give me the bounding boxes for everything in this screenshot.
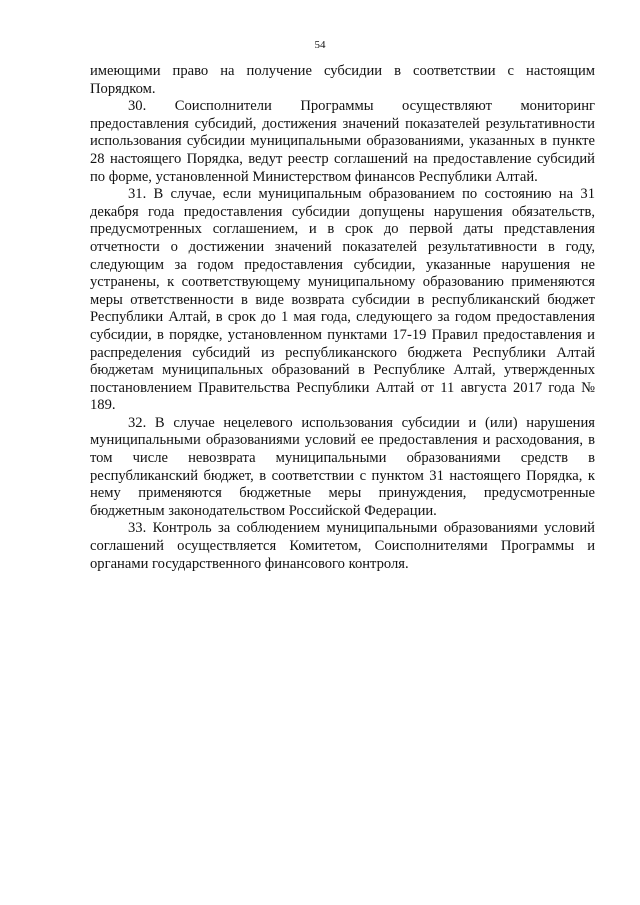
paragraph-30: 30. Соисполнители Программы осуществляют мониторинг предоставления субсидий, достижения значений показателей результативности использования субсидии муниципальными образованиями, указанных в пункте 28 настоящего Порядка, ведут реестр соглашений на предоставление субсидий по форме, установленной Министерством финансов Республики Алтай.: [90, 98, 595, 185]
paragraph-continuation: имеющими право на получение субсидии в соответствии с настоящим Порядком.: [90, 63, 595, 97]
page-number: 54: [314, 39, 326, 51]
paragraph-31: 31. В случае, если муниципальным образованием по состоянию на 31 декабря года предоставления субсидии допущены нарушения обязательств, предусмотренных соглашением, и в срок до первой даты представления отчетности о достижении значений показателей результативности в году, следующим за годом предоставления субсидии, указанные нарушения не устранены, к соответствующему муниципальному образованию применяются меры ответственности в виде возврата субсидии в республиканский бюджет Республики Алтай, в срок до 1 мая года, следующего за годом предоставления субсидии, в порядке, установленном пунктами 17-19 Правил предоставления и распределения субсидий из республиканского бюджета Республики Алтай бюджетам муниципальных образований в Республике Алтай, утвержденных постановлением Правительства Республики Алтай от 11 августа 2017 года № 189.: [90, 186, 595, 414]
paragraph-32: 32. В случае нецелевого использования субсидии и (или) нарушения муниципальными образованиями условий ее предоставления и расходования, в том числе невозврата муниципальными образованиями средств в республиканский бюджет, в соответствии с пунктом 31 настоящего Порядка, к нему применяются бюджетные меры принуждения, предусмотренные бюджетным законодательством Российской Федерации.: [90, 414, 595, 519]
document-body: [90, 63, 595, 573]
paragraph-33: 33. Контроль за соблюдением муниципальными образованиями условий соглашений осуществляется Комитетом, Соисполнителями Программы и органами государственного финансового контроля.: [90, 520, 595, 572]
